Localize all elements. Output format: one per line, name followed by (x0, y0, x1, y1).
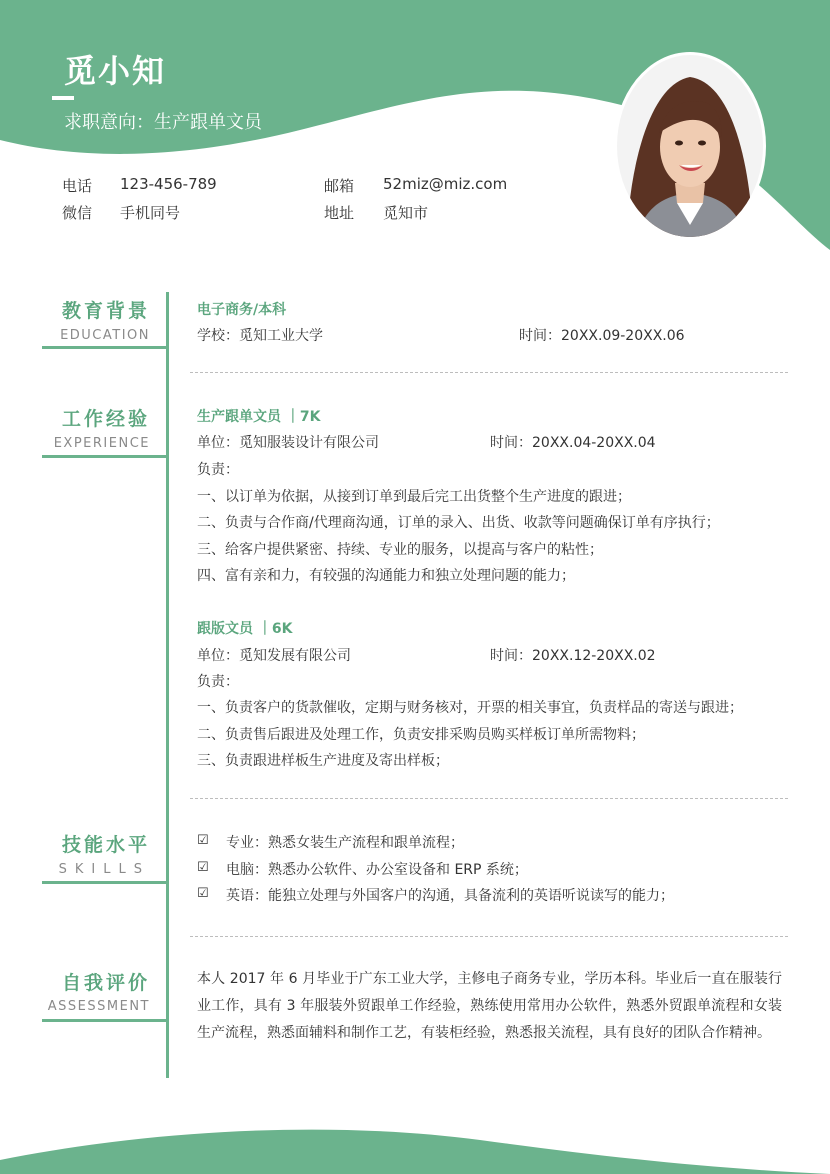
assessment-divider (42, 1019, 166, 1022)
job-duty: 四、富有亲和力，有较强的沟通能力和独立处理问题的能力； (197, 568, 575, 584)
skill-item: 英语：能独立处理与外国客户的沟通，具备流利的英语听说读写的能力； (226, 888, 674, 904)
job-time: 时间：20XX.12-20XX.02 (490, 648, 656, 664)
experience-title: 工作经验 (61, 408, 150, 430)
education-divider (42, 346, 166, 349)
experience-en: EXPERIENCE (53, 436, 150, 451)
job-duty: 三、给客户提供紧密、持续、专业的服务，以提高与客户的粘性； (197, 542, 603, 558)
skills-divider (42, 881, 166, 884)
job-unit: 单位：觅知服装设计有限公司 (197, 435, 379, 451)
job-duty: 二、负责售后跟进及处理工作，负责安排采购员购买样板订单所需物料； (197, 727, 645, 743)
skills-en: SKILLS (58, 862, 150, 877)
assessment-en: ASSESSMENT (47, 999, 150, 1014)
checkbox-icon: ☑ (197, 860, 209, 875)
phone-value: 123-456-789 (120, 175, 217, 193)
experience-divider (42, 455, 166, 458)
section-separator (190, 798, 788, 799)
portrait-image (617, 55, 763, 237)
job-title: 生产跟单文员 ｜7K (197, 409, 321, 425)
education-school: 学校：觅知工业大学 (197, 328, 323, 344)
job-time: 时间：20XX.04-20XX.04 (490, 435, 656, 451)
education-time: 时间：20XX.09-20XX.06 (519, 328, 685, 344)
job-duty: 一、以订单为依据，从接到订单到最后完工出货整个生产进度的跟进； (197, 489, 631, 505)
education-en: EDUCATION (60, 328, 150, 343)
job-unit: 单位：觅知发展有限公司 (197, 648, 351, 664)
checkbox-icon: ☑ (197, 886, 209, 901)
checkbox-icon: ☑ (197, 833, 209, 848)
job-duty-label: 负责： (197, 674, 239, 690)
address-value: 觅知市 (383, 204, 429, 222)
job-intent: 求职意向：生产跟单文员 (64, 112, 262, 133)
footer-background (0, 1120, 830, 1174)
email-value: 52miz@miz.com (383, 175, 508, 193)
profile-photo (614, 52, 766, 240)
job-duty: 二、负责与合作商/代理商沟通，订单的录入、出货、收款等问题确保订单有序执行； (197, 515, 720, 531)
address-label: 地址 (324, 204, 355, 222)
candidate-name: 觅小知 (64, 52, 167, 90)
assessment-title: 自我评价 (61, 972, 150, 994)
job-duty: 一、负责客户的货款催收，定期与财务核对，开票的相关事宜，负责样品的寄送与跟进； (197, 700, 743, 716)
education-major: 电子商务/本科 (197, 302, 287, 318)
name-underline (52, 96, 74, 100)
email-label: 邮箱 (324, 177, 355, 195)
education-title: 教育背景 (61, 300, 150, 322)
timeline-line (166, 292, 169, 1078)
skill-item: 专业：熟悉女装生产流程和跟单流程； (226, 835, 464, 851)
job-duty-label: 负责： (197, 462, 239, 478)
section-separator (190, 936, 788, 937)
job-duty: 三、负责跟进样板生产进度及寄出样板； (197, 753, 449, 769)
wechat-label: 微信 (62, 204, 93, 222)
skill-item: 电脑：熟悉办公软件、办公室设备和 ERP 系统； (226, 862, 528, 878)
phone-label: 电话 (62, 177, 93, 195)
assessment-text: 本人 2017 年 6 月毕业于广东工业大学，主修电子商务专业，学历本科。毕业后一直在服装行业工作，具有 3 年服装外贸跟单工作经验，熟练使用常用办公软件，熟悉外贸跟单流程和女装生产流程，熟悉面辅料和制作工艺，有装柜经验，熟悉报关流程，具有良好的团队合作精神。 (197, 971, 782, 1041)
section-separator (190, 372, 788, 373)
skills-title: 技能水平 (61, 834, 150, 856)
wechat-value: 手机同号 (120, 204, 181, 222)
job-title: 跟版文员 ｜6K (197, 621, 293, 637)
